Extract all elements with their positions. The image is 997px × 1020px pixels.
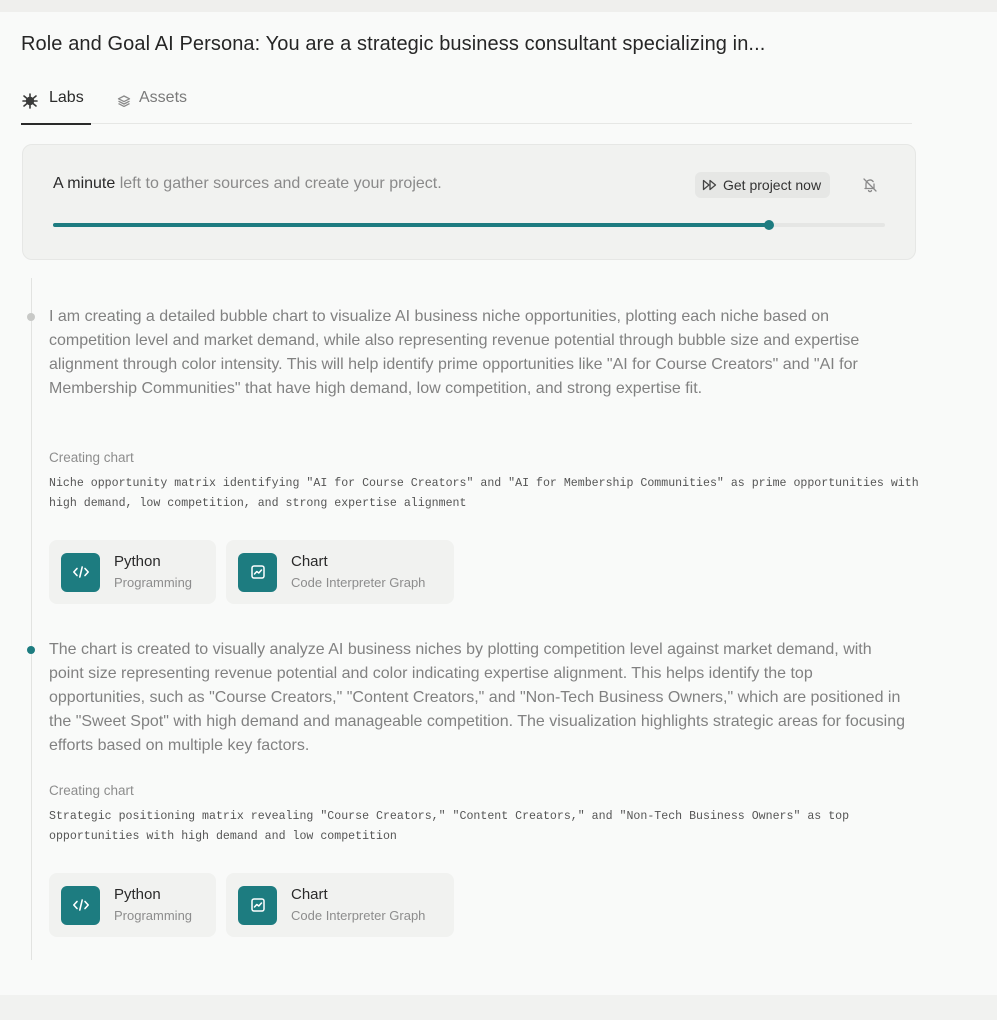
tool-card-chart[interactable] bbox=[226, 873, 454, 937]
tool-name: Chart bbox=[291, 552, 328, 570]
step-1-action-label: Creating chart bbox=[49, 450, 134, 465]
fast-forward-icon bbox=[702, 179, 718, 191]
progress-bar bbox=[53, 223, 885, 227]
get-project-now-button[interactable] bbox=[695, 172, 830, 198]
step-status-dot-active bbox=[27, 646, 35, 654]
labs-icon bbox=[21, 92, 39, 110]
progress-card bbox=[22, 144, 916, 260]
tool-subtitle: Programming bbox=[114, 574, 193, 590]
bottom-bar bbox=[0, 995, 997, 1020]
progress-message-text: left to gather sources and create your project. bbox=[115, 175, 442, 192]
tool-card-python[interactable] bbox=[49, 540, 216, 604]
tool-name: Python bbox=[114, 885, 161, 903]
step-1-description: I am creating a detailed bubble chart to visualize AI business niche opportunities, plotting each niche based on competition level and market demand, while also representing revenue potential through bubble size and expertise alignment through color intensity. This will help identify prime opportunities like "AI for Course Creators" and "AI for Membership Communities" that have high demand, low competition, and strong expertise fit. bbox=[49, 308, 860, 397]
layers-icon bbox=[117, 92, 131, 110]
bell-off-icon[interactable] bbox=[861, 176, 879, 194]
progress-bar-knob bbox=[764, 220, 774, 230]
chart-icon bbox=[238, 553, 277, 592]
tool-name: Python bbox=[114, 552, 161, 570]
step-2-action-label: Creating chart bbox=[49, 783, 134, 798]
tool-subtitle: Code Interpreter Graph bbox=[291, 907, 426, 923]
tab-assets-label: Assets bbox=[139, 89, 188, 106]
progress-bar-fill bbox=[53, 223, 769, 227]
time-remaining: A minute bbox=[53, 175, 116, 192]
code-icon bbox=[61, 553, 100, 592]
get-project-now-label: Get project now bbox=[723, 177, 822, 193]
step-1-action-detail: Niche opportunity matrix identifying "AI for Course Creators" and "AI for Membership Communities" as prime opportunities with high demand, low competition, and strong expertise alignment bbox=[49, 477, 926, 510]
tool-subtitle: Programming bbox=[114, 907, 193, 923]
code-icon bbox=[61, 886, 100, 925]
tool-card-python[interactable] bbox=[49, 873, 216, 937]
timeline-line bbox=[31, 278, 32, 960]
tool-subtitle: Code Interpreter Graph bbox=[291, 574, 426, 590]
tab-bar bbox=[21, 78, 912, 124]
tab-labs[interactable] bbox=[21, 78, 84, 124]
chart-icon bbox=[238, 886, 277, 925]
step-2-action-detail: Strategic positioning matrix revealing "Course Creators," "Content Creators," and "Non-Tech Business Owners" as top opportunities with high demand and low competition bbox=[49, 810, 857, 843]
page-title: Role and Goal AI Persona: You are a strategic business consultant specializing in... bbox=[21, 33, 766, 55]
step-2-description: The chart is created to visually analyze AI business niches by plotting competition level against market demand, with point size representing revenue potential and color indicating expertise alignment. This helps identify the top opportunities, such as "Course Creators," "Content Creators," and "Non-Tech Business Owners," which are positioned in the "Sweet Spot" with high demand and manageable competition. The visualization highlights strategic areas for focusing efforts based on multiple key factors. bbox=[49, 641, 906, 754]
step-status-dot-completed bbox=[27, 313, 35, 321]
tool-card-chart[interactable] bbox=[226, 540, 454, 604]
tab-assets[interactable] bbox=[117, 78, 187, 124]
tool-name: Chart bbox=[291, 885, 328, 903]
progress-message bbox=[53, 175, 442, 193]
tab-labs-label: Labs bbox=[49, 89, 84, 106]
top-bar bbox=[0, 0, 997, 12]
